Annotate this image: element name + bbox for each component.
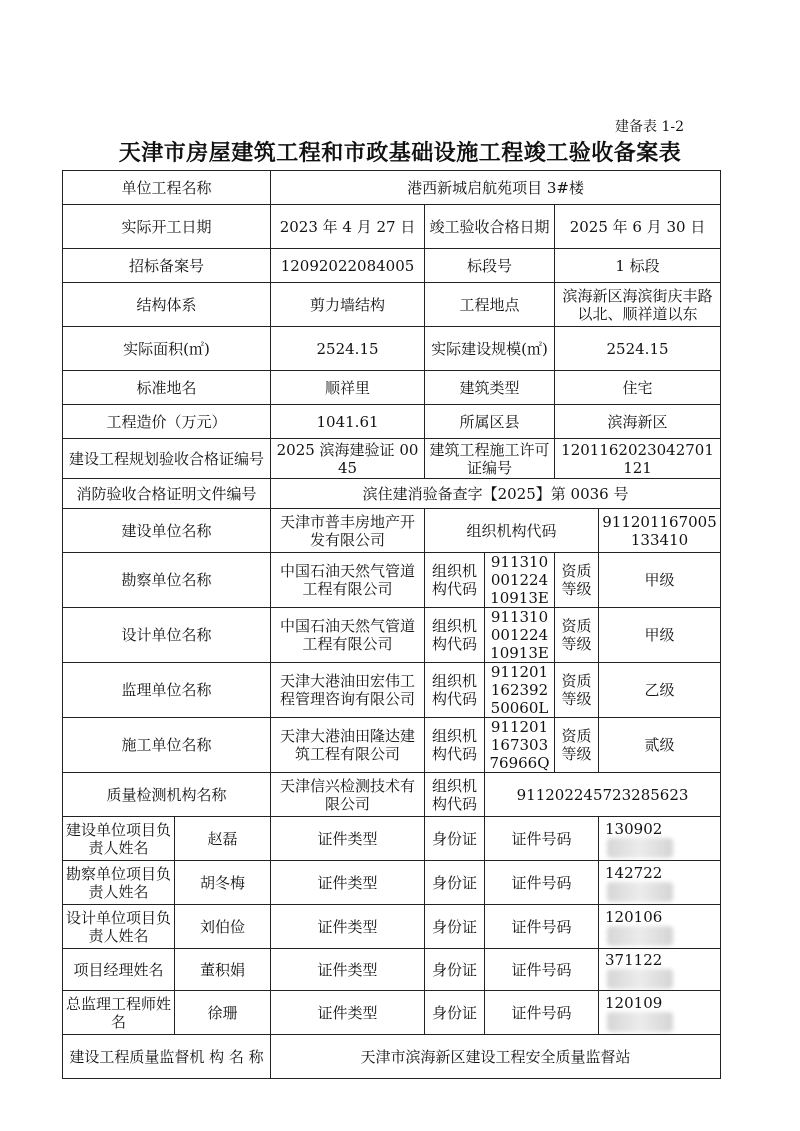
builder-label: 建设单位名称 [63, 509, 271, 553]
area-label: 实际面积(㎡) [63, 327, 271, 371]
table-row [63, 327, 721, 371]
id-prefix: 120109 [605, 993, 663, 1012]
cert-type-label: 证件类型 [271, 861, 425, 905]
page-title: 天津市房屋建筑工程和市政基础设施工程竣工验收备案表 [118, 141, 682, 166]
qualification-label: 资质等级 [555, 553, 599, 608]
design-unit-label: 设计单位名称 [63, 608, 271, 663]
table-row [63, 283, 721, 327]
construction-unit-code: 91120116730376966Q [485, 718, 555, 773]
person-name: 董积娟 [175, 949, 271, 991]
cert-no-value [599, 905, 721, 949]
inspection-label: 质量检测机构名称 [63, 773, 271, 817]
qualification-label: 资质等级 [555, 718, 599, 773]
cert-no-value [599, 817, 721, 861]
cert-no-label: 证件号码 [485, 991, 599, 1035]
table-row [63, 861, 721, 905]
cert-type-value: 身份证 [425, 905, 485, 949]
org-code-label: 组织机构代码 [425, 663, 485, 718]
cert-no-label: 证件号码 [485, 905, 599, 949]
supervisor-unit-label: 监理单位名称 [63, 663, 271, 718]
org-code-label: 组织机构代码 [425, 773, 485, 817]
fire-cert-value: 滨住建消验备查字【2025】第 0036 号 [271, 479, 721, 509]
form-number: 建备表 1-2 [615, 119, 684, 135]
table-row [63, 718, 721, 773]
id-prefix: 142722 [605, 863, 663, 882]
table-row [63, 991, 721, 1035]
location-label: 工程地点 [425, 283, 555, 327]
builder-code-label: 组织机构代码 [425, 509, 599, 553]
supervisor-unit-grade: 乙级 [599, 663, 721, 718]
qualification-label: 资质等级 [555, 663, 599, 718]
section-label: 标段号 [425, 249, 555, 283]
place-name-value: 顺祥里 [271, 371, 425, 405]
district-label: 所属区县 [425, 405, 555, 439]
construction-unit-grade: 贰级 [599, 718, 721, 773]
cert-type-value: 身份证 [425, 991, 485, 1035]
redaction-mark [607, 926, 673, 946]
person-role-label: 建设单位项目负责人姓名 [63, 817, 175, 861]
area-value: 2524.15 [271, 327, 425, 371]
inspection-name: 天津信兴检测技术有限公司 [271, 773, 425, 817]
survey-unit-grade: 甲级 [599, 553, 721, 608]
supervision-value: 天津市滨海新区建设工程安全质量监督站 [271, 1035, 721, 1079]
redaction-mark [607, 969, 673, 989]
fire-cert-label: 消防验收合格证明文件编号 [63, 479, 271, 509]
place-name-label: 标准地名 [63, 371, 271, 405]
design-unit-name: 中国石油天然气管道工程有限公司 [271, 608, 425, 663]
bid-record-label: 招标备案号 [63, 249, 271, 283]
cert-type-label: 证件类型 [271, 991, 425, 1035]
org-code-label: 组织机构代码 [425, 608, 485, 663]
builder-name: 天津市普丰房地产开发有限公司 [271, 509, 425, 553]
accept-date-value: 2025 年 6 月 30 日 [555, 205, 721, 249]
design-unit-grade: 甲级 [599, 608, 721, 663]
person-name: 赵磊 [175, 817, 271, 861]
table-row [63, 553, 721, 608]
structure-label: 结构体系 [63, 283, 271, 327]
cert-no-label: 证件号码 [485, 817, 599, 861]
supervisor-unit-name: 天津大港油田宏伟工程管理咨询有限公司 [271, 663, 425, 718]
survey-unit-code: 91131000122410913E [485, 553, 555, 608]
cert-no-value [599, 949, 721, 991]
org-code-label: 组织机构代码 [425, 553, 485, 608]
survey-unit-name: 中国石油天然气管道工程有限公司 [271, 553, 425, 608]
project-name-label: 单位工程名称 [63, 171, 271, 205]
plan-cert-value: 2025 滨海建验证 0045 [271, 439, 425, 479]
location-value: 滨海新区海滨街庆丰路以北、顺祥道以东 [555, 283, 721, 327]
record-form [62, 170, 720, 1079]
cost-label: 工程造价（万元） [63, 405, 271, 439]
cert-no-value [599, 861, 721, 905]
person-name: 胡冬梅 [175, 861, 271, 905]
redaction-mark [607, 838, 673, 858]
record-table [62, 170, 721, 1079]
bid-record-value: 12092022084005 [271, 249, 425, 283]
cert-type-value: 身份证 [425, 817, 485, 861]
design-unit-code: 91131000122410913E [485, 608, 555, 663]
person-role-label: 设计单位项目负责人姓名 [63, 905, 175, 949]
qualification-label: 资质等级 [555, 608, 599, 663]
person-name: 刘伯俭 [175, 905, 271, 949]
building-type-value: 住宅 [555, 371, 721, 405]
start-date-value: 2023 年 4 月 27 日 [271, 205, 425, 249]
table-row [63, 371, 721, 405]
start-date-label: 实际开工日期 [63, 205, 271, 249]
construction-unit-label: 施工单位名称 [63, 718, 271, 773]
table-row [63, 405, 721, 439]
cert-type-value: 身份证 [425, 949, 485, 991]
person-role-label: 总监理工程师姓名 [63, 991, 175, 1035]
table-row [63, 949, 721, 991]
cert-type-label: 证件类型 [271, 817, 425, 861]
building-type-label: 建筑类型 [425, 371, 555, 405]
cert-type-label: 证件类型 [271, 905, 425, 949]
table-row [63, 1035, 721, 1079]
id-prefix: 120106 [605, 907, 663, 926]
scale-label: 实际建设规模(㎡) [425, 327, 555, 371]
plan-cert-label: 建设工程规划验收合格证编号 [63, 439, 271, 479]
construction-unit-name: 天津大港油田隆达建筑工程有限公司 [271, 718, 425, 773]
inspection-code: 911202245723285623 [485, 773, 721, 817]
permit-label: 建筑工程施工许可证编号 [425, 439, 555, 479]
table-row [63, 509, 721, 553]
table-row [63, 663, 721, 718]
cert-no-label: 证件号码 [485, 861, 599, 905]
table-row [63, 817, 721, 861]
supervisor-unit-code: 91120116239250060L [485, 663, 555, 718]
person-role-label: 项目经理姓名 [63, 949, 175, 991]
person-role-label: 勘察单位项目负责人姓名 [63, 861, 175, 905]
table-row [63, 439, 721, 479]
table-row [63, 608, 721, 663]
structure-value: 剪力墙结构 [271, 283, 425, 327]
cert-no-value [599, 991, 721, 1035]
table-row [63, 249, 721, 283]
cert-no-label: 证件号码 [485, 949, 599, 991]
district-value: 滨海新区 [555, 405, 721, 439]
cert-type-label: 证件类型 [271, 949, 425, 991]
id-prefix: 371122 [605, 950, 663, 969]
scale-value: 2524.15 [555, 327, 721, 371]
builder-code: 911201167005133410 [599, 509, 721, 553]
section-value: 1 标段 [555, 249, 721, 283]
id-prefix: 130902 [605, 819, 663, 838]
org-code-label: 组织机构代码 [425, 718, 485, 773]
person-name: 徐珊 [175, 991, 271, 1035]
permit-value: 1201162023042701121 [555, 439, 721, 479]
survey-unit-label: 勘察单位名称 [63, 553, 271, 608]
project-name-value: 港西新城启航苑项目 3#楼 [271, 171, 721, 205]
table-row [63, 205, 721, 249]
cost-value: 1041.61 [271, 405, 425, 439]
supervision-label: 建设工程质量监督机 构 名 称 [63, 1035, 271, 1079]
table-row [63, 479, 721, 509]
table-row [63, 905, 721, 949]
table-row [63, 773, 721, 817]
table-row [63, 171, 721, 205]
accept-date-label: 竣工验收合格日期 [425, 205, 555, 249]
redaction-mark [607, 1012, 673, 1032]
redaction-mark [607, 882, 673, 902]
cert-type-value: 身份证 [425, 861, 485, 905]
